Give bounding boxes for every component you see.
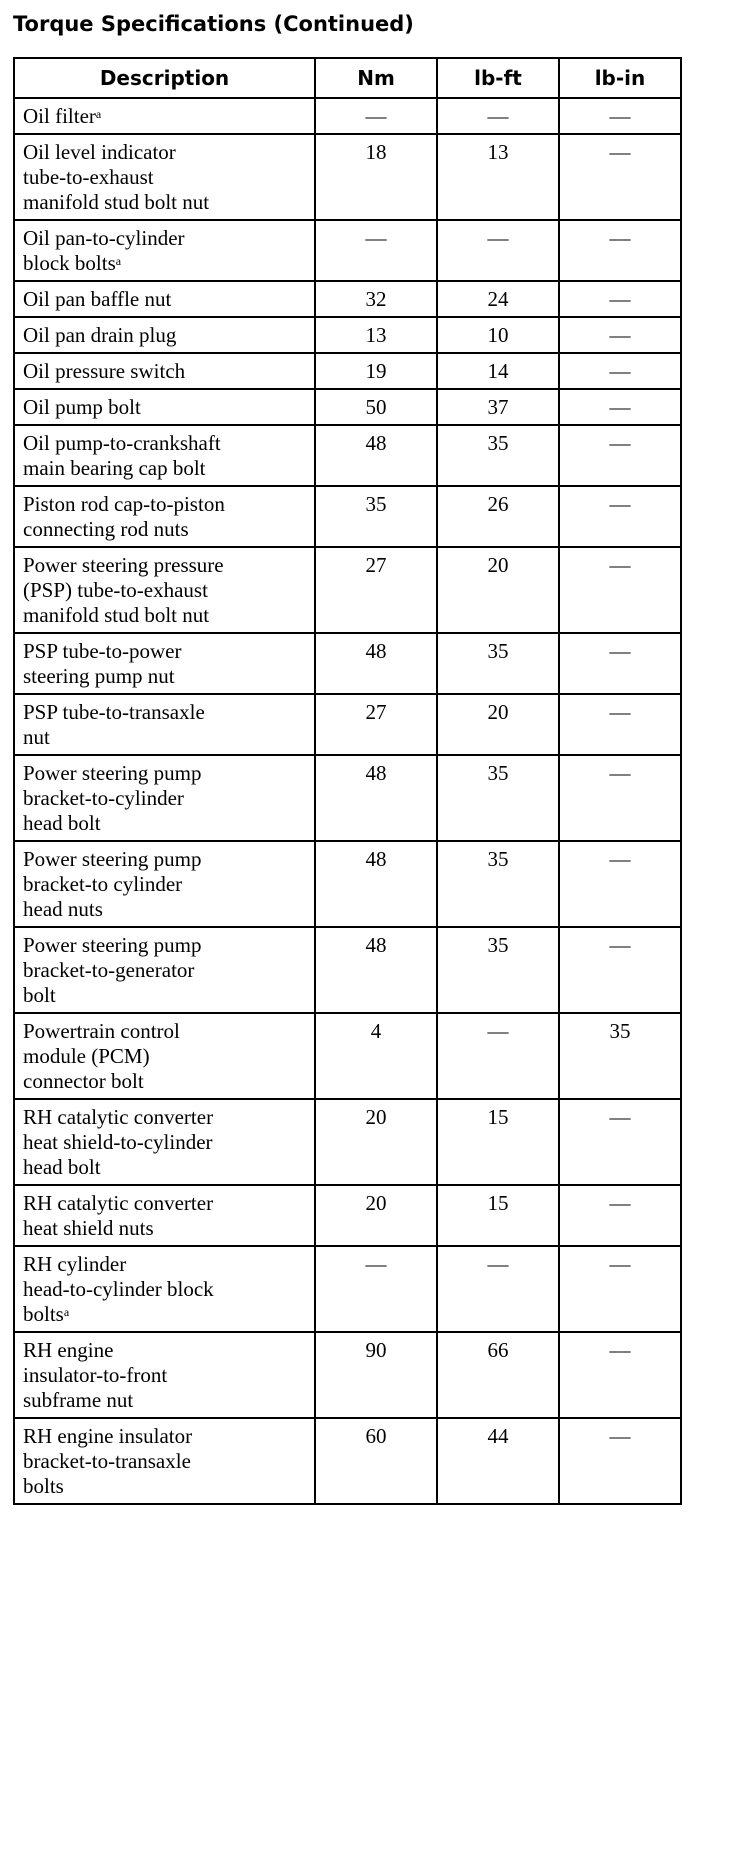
- cell-description: [14, 755, 315, 841]
- table-row: [14, 927, 681, 1013]
- cell-lb-ft: —: [437, 98, 559, 134]
- cell-description: [14, 927, 315, 1013]
- cell-lb-in: —: [559, 841, 681, 927]
- table-row: [14, 841, 681, 927]
- description-line: steering pump nut: [23, 664, 175, 688]
- footnote-marker: a: [115, 254, 122, 268]
- table-row: [14, 353, 681, 389]
- description-line: RH cylinder: [23, 1252, 127, 1276]
- description-line: RH engine insulator: [23, 1424, 193, 1448]
- table-row: [14, 98, 681, 134]
- description-line: block bolts: [23, 251, 116, 275]
- table-row: [14, 1013, 681, 1099]
- description-line: PSP tube-to-transaxle: [23, 700, 205, 724]
- cell-nm: 20: [315, 1099, 437, 1185]
- table-row: [14, 1185, 681, 1246]
- cell-nm: 4: [315, 1013, 437, 1099]
- description-line: Power steering pump: [23, 933, 202, 957]
- cell-lb-in: —: [559, 389, 681, 425]
- cell-nm: 48: [315, 425, 437, 486]
- description-line: bolts: [23, 1474, 64, 1498]
- cell-lb-in: —: [559, 755, 681, 841]
- cell-description: [14, 353, 315, 389]
- description-line: Power steering pump: [23, 761, 202, 785]
- table-row: [14, 547, 681, 633]
- description-line: insulator-to-front: [23, 1363, 168, 1387]
- torque-spec-table: [13, 57, 682, 1505]
- footnote-marker: a: [63, 1305, 70, 1319]
- cell-lb-in: —: [559, 220, 681, 281]
- cell-description: [14, 1013, 315, 1099]
- cell-description: [14, 281, 315, 317]
- description-line: Powertrain control: [23, 1019, 180, 1043]
- cell-lb-ft: 35: [437, 425, 559, 486]
- cell-nm: —: [315, 98, 437, 134]
- cell-description: [14, 486, 315, 547]
- description-line: Oil pan baffle nut: [23, 287, 172, 311]
- cell-nm: 35: [315, 486, 437, 547]
- description-line: (PSP) tube-to-exhaust: [23, 578, 208, 602]
- cell-description: [14, 389, 315, 425]
- description-line: heat shield nuts: [23, 1216, 154, 1240]
- description-line: Oil pump-to-crankshaft: [23, 431, 221, 455]
- cell-lb-ft: 20: [437, 694, 559, 755]
- description-line: connecting rod nuts: [23, 517, 189, 541]
- cell-description: [14, 1418, 315, 1504]
- table-row: [14, 1332, 681, 1418]
- cell-lb-ft: —: [437, 1246, 559, 1332]
- description-line: Oil pan drain plug: [23, 323, 177, 347]
- cell-lb-ft: 24: [437, 281, 559, 317]
- description-line: manifold stud bolt nut: [23, 603, 210, 627]
- table-row: [14, 134, 681, 220]
- cell-lb-in: —: [559, 1185, 681, 1246]
- cell-nm: 48: [315, 841, 437, 927]
- description-line: head-to-cylinder block: [23, 1277, 214, 1301]
- cell-lb-in: —: [559, 98, 681, 134]
- cell-lb-ft: 35: [437, 841, 559, 927]
- description-line: Oil level indicator: [23, 140, 176, 164]
- description-line: RH catalytic converter: [23, 1191, 214, 1215]
- description-line: bracket-to-generator: [23, 958, 195, 982]
- table-row: [14, 220, 681, 281]
- description-line: Oil pan-to-cylinder: [23, 226, 185, 250]
- description-line: PSP tube-to-power: [23, 639, 182, 663]
- column-header-lb-ft: lb-ft: [437, 58, 559, 98]
- table-row: [14, 1246, 681, 1332]
- cell-nm: —: [315, 1246, 437, 1332]
- cell-lb-ft: 44: [437, 1418, 559, 1504]
- description-line: head nuts: [23, 897, 103, 921]
- cell-nm: 48: [315, 755, 437, 841]
- cell-nm: 50: [315, 389, 437, 425]
- cell-lb-ft: 35: [437, 927, 559, 1013]
- description-line: Piston rod cap-to-piston: [23, 492, 225, 516]
- cell-lb-in: —: [559, 425, 681, 486]
- cell-lb-ft: 14: [437, 353, 559, 389]
- cell-nm: 13: [315, 317, 437, 353]
- cell-description: [14, 425, 315, 486]
- description-line: manifold stud bolt nut: [23, 190, 210, 214]
- cell-lb-in: —: [559, 353, 681, 389]
- table-row: [14, 486, 681, 547]
- cell-nm: 48: [315, 633, 437, 694]
- description-line: head bolt: [23, 811, 101, 835]
- description-line: RH engine: [23, 1338, 114, 1362]
- cell-lb-ft: 13: [437, 134, 559, 220]
- cell-lb-in: 35: [559, 1013, 681, 1099]
- cell-lb-in: —: [559, 134, 681, 220]
- cell-lb-ft: 15: [437, 1099, 559, 1185]
- cell-lb-ft: 66: [437, 1332, 559, 1418]
- cell-description: [14, 1185, 315, 1246]
- cell-nm: 27: [315, 694, 437, 755]
- cell-lb-ft: 35: [437, 633, 559, 694]
- table-row: [14, 694, 681, 755]
- column-header-description: Description: [14, 58, 315, 98]
- description-line: bolt: [23, 983, 56, 1007]
- cell-lb-ft: —: [437, 1013, 559, 1099]
- page-title: Torque Specifications (Continued): [13, 12, 414, 36]
- table-row: [14, 1418, 681, 1504]
- table-row: [14, 1099, 681, 1185]
- cell-description: [14, 134, 315, 220]
- description-line: bracket-to-transaxle: [23, 1449, 191, 1473]
- description-line: tube-to-exhaust: [23, 165, 154, 189]
- cell-lb-ft: 10: [437, 317, 559, 353]
- cell-nm: 27: [315, 547, 437, 633]
- footnote-marker: a: [95, 107, 102, 121]
- description-line: Power steering pump: [23, 847, 202, 871]
- cell-lb-in: —: [559, 281, 681, 317]
- cell-lb-in: —: [559, 1418, 681, 1504]
- cell-nm: —: [315, 220, 437, 281]
- table-row: [14, 755, 681, 841]
- cell-lb-in: —: [559, 1246, 681, 1332]
- cell-lb-ft: —: [437, 220, 559, 281]
- description-line: subframe nut: [23, 1388, 134, 1412]
- cell-lb-in: —: [559, 927, 681, 1013]
- description-line: Power steering pressure: [23, 553, 224, 577]
- cell-lb-ft: 15: [437, 1185, 559, 1246]
- cell-description: [14, 633, 315, 694]
- table-row: [14, 633, 681, 694]
- cell-nm: 20: [315, 1185, 437, 1246]
- cell-nm: 18: [315, 134, 437, 220]
- description-line: connector bolt: [23, 1069, 144, 1093]
- cell-lb-in: —: [559, 633, 681, 694]
- cell-nm: 32: [315, 281, 437, 317]
- cell-lb-ft: 26: [437, 486, 559, 547]
- cell-lb-in: —: [559, 694, 681, 755]
- column-header-nm: Nm: [315, 58, 437, 98]
- description-line: Oil filter: [23, 104, 96, 128]
- cell-description: [14, 1246, 315, 1332]
- description-line: RH catalytic converter: [23, 1105, 214, 1129]
- cell-description: [14, 317, 315, 353]
- cell-nm: 48: [315, 927, 437, 1013]
- cell-lb-in: —: [559, 547, 681, 633]
- description-line: Oil pressure switch: [23, 359, 186, 383]
- cell-description: [14, 1099, 315, 1185]
- cell-lb-in: —: [559, 1332, 681, 1418]
- description-line: main bearing cap bolt: [23, 456, 206, 480]
- cell-lb-in: —: [559, 317, 681, 353]
- cell-nm: 90: [315, 1332, 437, 1418]
- table-row: [14, 281, 681, 317]
- cell-lb-in: —: [559, 1099, 681, 1185]
- cell-lb-ft: 37: [437, 389, 559, 425]
- table-row: [14, 389, 681, 425]
- description-line: Oil pump bolt: [23, 395, 141, 419]
- cell-lb-ft: 20: [437, 547, 559, 633]
- cell-description: [14, 220, 315, 281]
- cell-description: [14, 694, 315, 755]
- cell-description: [14, 547, 315, 633]
- description-line: heat shield-to-cylinder: [23, 1130, 213, 1154]
- description-line: module (PCM): [23, 1044, 150, 1068]
- table-body: [14, 98, 681, 1504]
- cell-description: [14, 1332, 315, 1418]
- cell-description: [14, 841, 315, 927]
- column-header-lb-in: lb-in: [559, 58, 681, 98]
- description-line: nut: [23, 725, 50, 749]
- table-header-row: [14, 58, 681, 98]
- description-line: bolts: [23, 1302, 64, 1326]
- description-line: bracket-to cylinder: [23, 872, 183, 896]
- cell-lb-in: —: [559, 486, 681, 547]
- description-line: bracket-to-cylinder: [23, 786, 184, 810]
- table-row: [14, 425, 681, 486]
- cell-nm: 60: [315, 1418, 437, 1504]
- cell-description: [14, 98, 315, 134]
- cell-lb-ft: 35: [437, 755, 559, 841]
- table-row: [14, 317, 681, 353]
- cell-nm: 19: [315, 353, 437, 389]
- description-line: head bolt: [23, 1155, 101, 1179]
